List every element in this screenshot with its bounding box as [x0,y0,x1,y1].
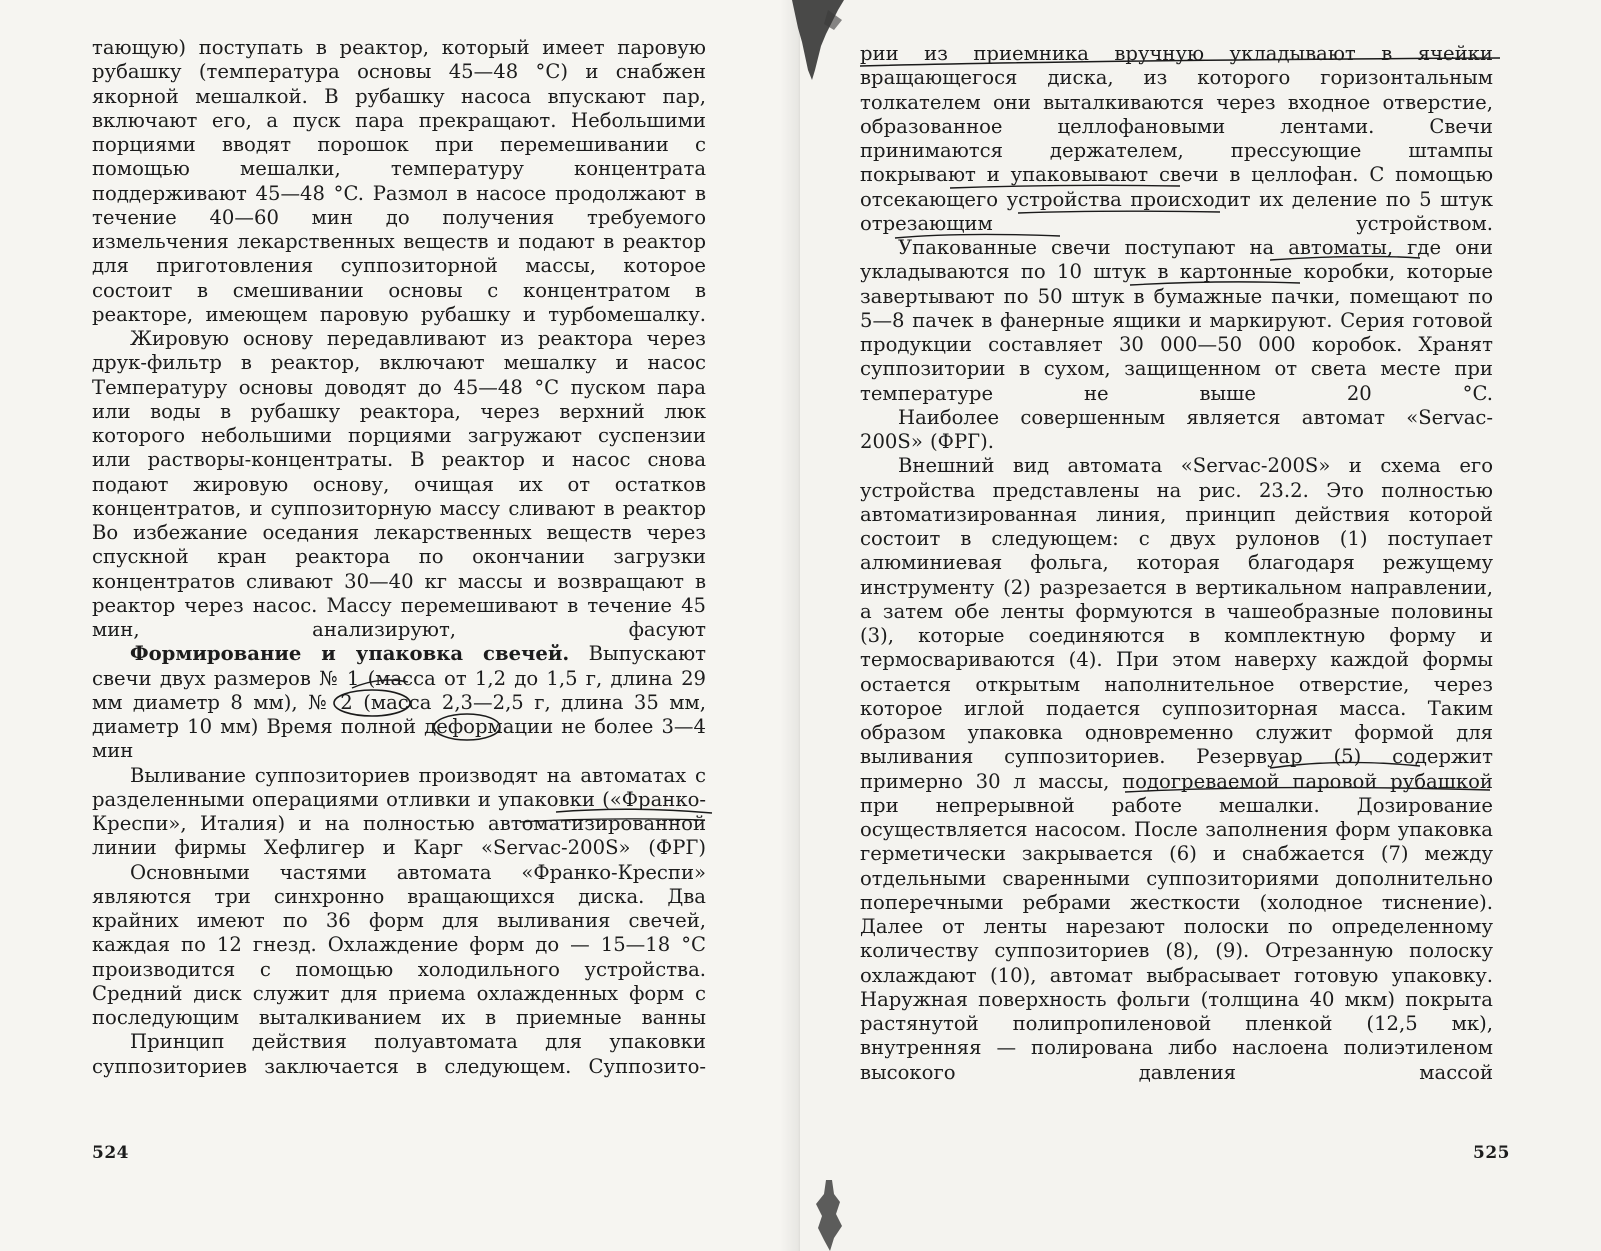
ink-blot-bottom [812,1180,846,1251]
page-number-right: 525 [1473,1143,1510,1163]
paragraph: Упакованные свечи поступают на автоматы, где они укладываются по 10 штук в картонные коробки, которые завертывают по 50 штук в бумажные пачки, помещают по 5—8 пачек в фанерные ящики и маркируют. Серия готовой продукции составляет 30 000—50 000 коробок. Хранят суппозитории в сухом, защищенном от света месте при температуре не выше 20 °C. [860,236,1493,405]
left-page [0,0,800,1251]
right-page [800,0,1601,1251]
paragraph-continues: Принцип действия полуавтомата для упаковки суппозиториев заключается в следующем. Суппозито- [92,1030,706,1078]
section-heading: Формирование и упаковка свечей. [130,642,570,666]
page-number-left: 524 [92,1143,129,1163]
section-text: Выпускают свечи двух размеров № 1 (масса от 1,2 до 1,5 г, длина 29 мм диаметр 8 мм), № 2 (масса 2,3—2,5 г, длина 35 мм, диаметр 10 мм) Время полной деформации не более 3—4 мин [92,642,706,763]
paragraph: Выливание суппозиториев производят на автоматах с разделенными операциями отливки и упаковки («Франко-Креспи», Италия) и на полностью автоматизированной линии фирмы Хефлигер и Карг «Servac-200S» (ФРГ) [92,763,706,860]
paragraph: Наиболее совершенным является автомат «Servac-200S» (ФРГ). [860,405,1493,453]
left-page-text [92,36,706,1079]
right-page-text [860,42,1493,1085]
paragraph: Основными частями автомата «Франко-Креспи» являются три синхронно вращающихся диска. Два крайних имеют по 36 форм для выливания свечей, каждая по 12 гнезд. Охлаждение форм до — 15—18 °C производится с помощью холодильного устройства. Средний диск служит для приема охлажденных форм с последующим выталкиванием их в приемные ванны [92,860,706,1029]
section-paragraph [92,642,706,763]
paragraph-continued: рии из приемника вручную укладывают в ячейки вращающегося диска, из которого горизонтальным толкателем они выталкиваются через входное отверстие, образованное целлофановыми лентами. Свечи принимаются держателем, прессующие штампы покрывают и упаковывают свечи в целлофан. С помощью отсекающего устройства происходит их деление по 5 штук отрезающим устройством. [860,42,1493,235]
paragraph-continued: тающую) поступать в реактор, который имеет паровую рубашку (температура основы 45—48 °C) и снабжен якорной мешалкой. В рубашку насоса впускают пар, включают его, а пуск пара прекращают. Небольшими порциями вводят порошок при перемешивании с помощью мешалки, температуру концентрата поддерживают 45—48 °C. Размол в насосе продолжают в течение 40—60 мин до получения требуемого измельчения лекарственных веществ и подают в реактор для приготовления суппозиторной массы, которое состоит в смешивании основы с концентратом в реакторе, имеющем паровую рубашку и турбомешалку. [92,36,706,326]
paragraph: Жировую основу передавливают из реактора через друк-фильтр в реактор, включают мешалку и насос Температуру основы доводят до 45—48 °C пуском пара или воды в рубашку реактора, через верхний люк которого небольшими порциями загружают суспензии или растворы-концентраты. В реактор и насос снова подают жировую основу, очищая их от остатков концентратов, и суппозиторную массу сливают в реактор Во избежание оседания лекарственных веществ через спускной кран реактора по окончании загрузки концентратов сливают 30—40 кг массы и возвращают в реактор через насос. Массу перемешивают в течение 45 мин, анализируют, фасуют [92,327,706,641]
paragraph-continues: Внешний вид автомата «Servac-200S» и схема его устройства представлены на рис. 23.2. Это полностью автоматизированная линия, принцип действия которой состоит в следующем: с двух рулонов (1) поступает алюминиевая фольга, которая благодаря режущему инструменту (2) разрезается в вертикальном направлении, а затем обе ленты формуются в чашеобразные половины (3), которые соединяются в комплектную форму и термосвариваются (4). При этом наверху каждой формы остается открытым наполнительное отверстие, через которое иглой подается суппозиторная масса. Таким образом упаковка одновременно служит формой для выливания суппозиториев. Резервуар (5) содержит примерно 30 л массы, подогреваемой паровой рубашкой при непрерывной работе мешалки. Дозирование осуществляется насосом. После заполнения форм упаковка герметически закрывается (6) и снабжается (7) между отдельными сваренными суппозиториями дополнительно поперечными ребрами жесткости (холодное тиснение). Далее от ленты нарезают полоски по определенному количеству суппозиториев (8), (9). Отрезанную полоску охлаждают (10), автомат выбрасывает готовую упаковку. Наружная поверхность фольги (толщина 40 мкм) покрыта растянутой полипропиленовой пленкой (12,5 мк), внутренняя — полирована либо наслоена полиэтиленом высокого давления массой [860,454,1493,1084]
ink-blot-top [788,0,848,82]
